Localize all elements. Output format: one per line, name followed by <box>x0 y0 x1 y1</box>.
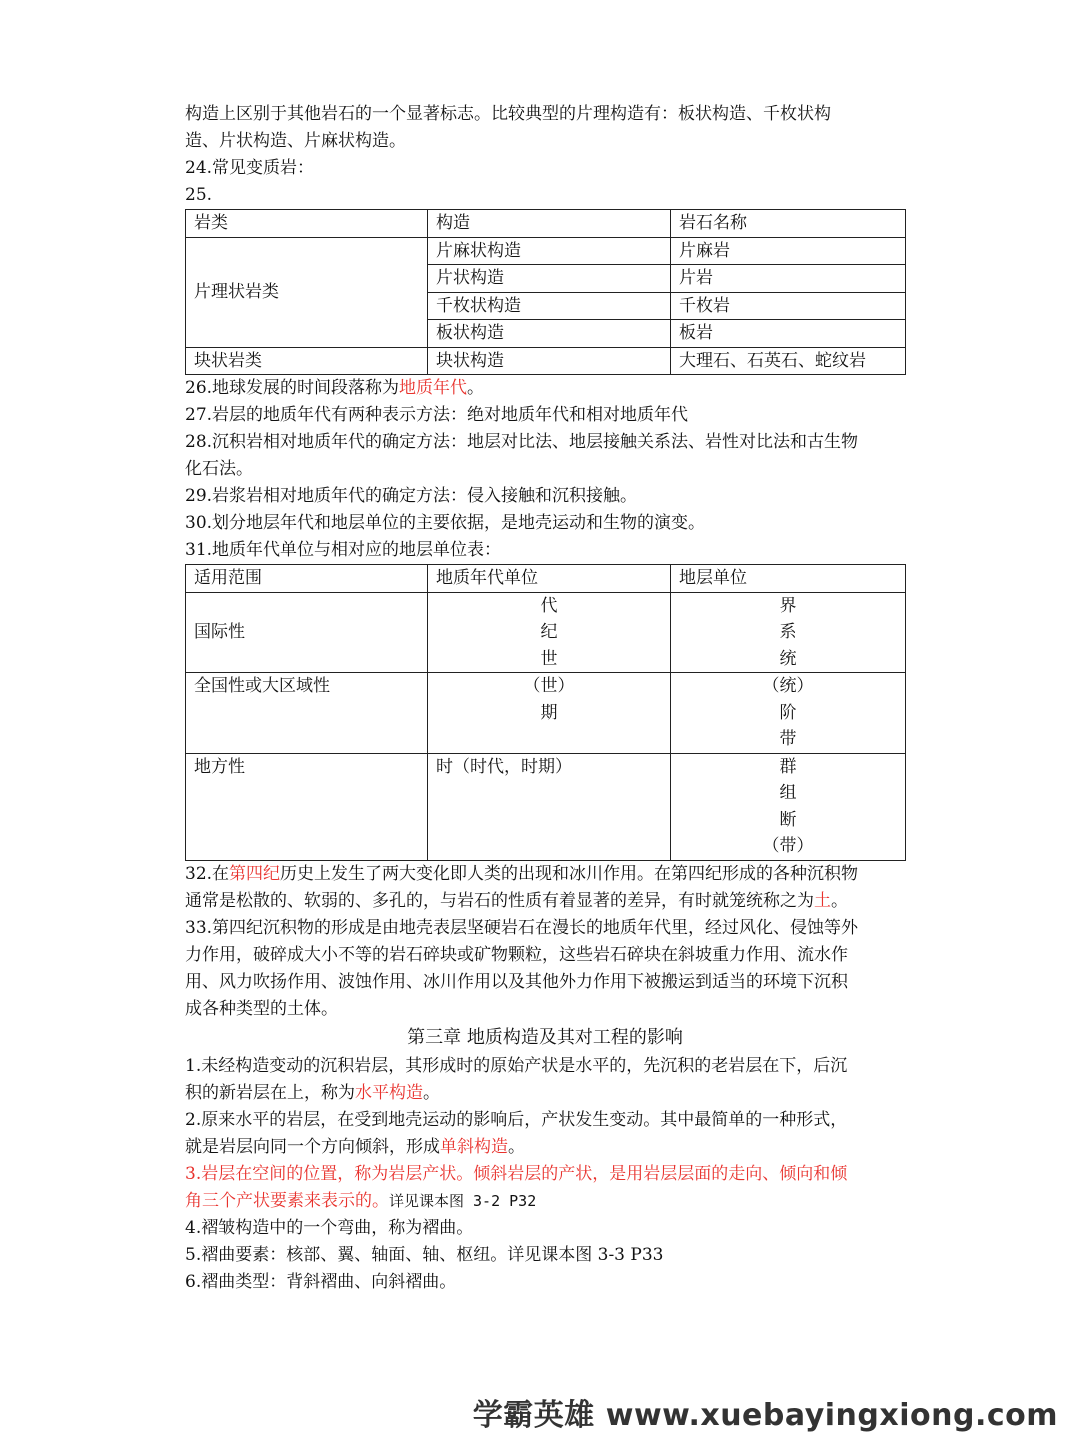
item-27: 27.岩层的地质年代有两种表示方法：绝对地质年代和相对地质年代 <box>185 405 689 425</box>
ch3-item-2-line-1: 2.原来水平的岩层，在受到地壳运动的影响后，产状发生变动。其中最简单的一种形式， <box>185 1109 848 1130</box>
geologic-time-unit-table <box>185 564 906 861</box>
ch3-item-3-line-1: 3.岩层在空间的位置，称为岩层产状。倾斜岩层的产状，是用岩层层面的走向、倾向和倾 <box>185 1163 848 1184</box>
item-29: 29.岩浆岩相对地质年代的确定方法：侵入接触和沉积接触。 <box>185 486 638 506</box>
intro-line-1: 构造上区别于其他岩石的一个显著标志。比较典型的片理构造有：板状构造、千枚状构 <box>185 104 831 124</box>
metamorphic-rock-table <box>185 209 906 375</box>
table-cell: 千枚岩 <box>671 292 906 320</box>
table-row <box>186 673 906 754</box>
table-cell: 板状构造 <box>428 320 671 348</box>
highlight-term: 单斜构造 <box>440 1136 508 1157</box>
ch3-item-1-line-1: 1.未经构造变动的沉积岩层，其形成时的原始产状是水平的，先沉积的老岩层在下，后沉 <box>185 1055 848 1076</box>
ch3-item-2-line-2: 就是岩层向同一个方向倾斜，形成单斜构造。 <box>185 1136 525 1157</box>
item-33-line-2: 力作用，破碎成大小不等的岩石碎块或矿物颗粒，这些岩石碎块在斜坡重力作用、流水作 <box>185 944 848 965</box>
table-header-cell: 岩石名称 <box>671 210 906 238</box>
table-row <box>186 592 906 673</box>
geo-unit-cell: 代 纪 世 <box>428 592 671 673</box>
intro-line-2: 造、片状构造、片麻状构造。 <box>185 131 406 151</box>
table-header-cell: 构造 <box>428 210 671 238</box>
watermark-footer: 学霸英雄 www.xuebayingxiong.com <box>472 1398 1058 1433</box>
item-33-line-1: 33.第四纪沉积物的形成是由地壳表层坚硬岩石在漫长的地质年代里，经过风化、侵蚀等外 <box>185 917 859 938</box>
item-28-line-2: 化石法。 <box>185 459 253 479</box>
document-body <box>185 101 905 1296</box>
table-header-cell: 岩类 <box>186 210 428 238</box>
ch3-item-4: 4.褶皱构造中的一个弯曲，称为褶曲。 <box>185 1217 474 1238</box>
chapter-title: 第三章 地质构造及其对工程的影响 <box>407 1026 683 1048</box>
table-cell: 片岩 <box>671 265 906 293</box>
item-32-line-1: 32.在第四纪历史上发生了两大变化即人类的出现和冰川作用。在第四纪形成的各种沉积物 <box>185 863 859 884</box>
table-cell: 块状构造 <box>428 347 671 375</box>
item-33-line-3: 用、风力吹扬作用、波蚀作用、冰川作用以及其他外力作用下被搬运到适当的环境下沉积 <box>185 971 848 992</box>
table-header-row <box>186 210 906 238</box>
item-30: 30.划分地层年代和地层单位的主要依据，是地壳运动和生物的演变。 <box>185 513 706 533</box>
highlight-term: 土 <box>814 890 831 911</box>
geo-unit-cell: 时（时代，时期） <box>428 753 671 860</box>
item-31: 31.地质年代单位与相对应的地层单位表： <box>185 540 502 560</box>
table-row <box>186 237 906 265</box>
highlight-term: 角三个产状要素来表示的。 <box>185 1190 389 1211</box>
item-24: 24.常见变质岩： <box>185 158 315 178</box>
strata-unit-cell: 界 系 统 <box>671 592 906 673</box>
item-32-line-2: 通常是松散的、软弱的、多孔的，与岩石的性质有着显著的差异，有时就笼统称之为土。 <box>185 890 848 911</box>
ch3-item-1-line-2: 积的新岩层在上，称为水平构造。 <box>185 1082 440 1103</box>
table-row <box>186 753 906 860</box>
item-33-line-4: 成各种类型的土体。 <box>185 998 338 1019</box>
highlight-term: 地质年代 <box>399 378 468 398</box>
scope-cell: 全国性或大区域性 <box>186 673 428 754</box>
scope-cell: 国际性 <box>186 592 428 673</box>
table-cell: 板岩 <box>671 320 906 348</box>
strata-unit-cell: （统） 阶 带 <box>671 673 906 754</box>
table-header-cell: 地层单位 <box>671 565 906 593</box>
strata-unit-cell: 群 组 断 （带） <box>671 753 906 860</box>
ch3-item-5: 5.褶曲要素：核部、翼、轴面、轴、枢纽。详见课本图 3-3 P33 <box>185 1244 664 1265</box>
highlight-term: 第四纪 <box>229 863 281 884</box>
item-26: 26.地球发展的时间段落称为地质年代。 <box>185 378 485 398</box>
ch3-item-3-line-2: 角三个产状要素来表示的。详见课本图 3-2 P32 <box>185 1190 537 1211</box>
table-cell: 片麻岩 <box>671 237 906 265</box>
table-cell: 千枚状构造 <box>428 292 671 320</box>
table-cell: 片麻状构造 <box>428 237 671 265</box>
rock-group-foliated: 片理状岩类 <box>186 237 428 347</box>
table-cell: 大理石、石英石、蛇纹岩 <box>671 347 906 375</box>
geo-unit-cell: （世） 期 <box>428 673 671 754</box>
table-header-row <box>186 565 906 593</box>
table-header-cell: 地质年代单位 <box>428 565 671 593</box>
table-row <box>186 347 906 375</box>
ch3-item-6: 6.褶曲类型：背斜褶曲、向斜褶曲。 <box>185 1271 457 1292</box>
scope-cell: 地方性 <box>186 753 428 860</box>
item-28-line-1: 28.沉积岩相对地质年代的确定方法：地层对比法、地层接触关系法、岩性对比法和古生物 <box>185 432 859 452</box>
item-25: 25. <box>185 185 213 205</box>
rock-group-massive: 块状岩类 <box>186 347 428 375</box>
table-header-cell: 适用范围 <box>186 565 428 593</box>
table-cell: 片状构造 <box>428 265 671 293</box>
highlight-term: 水平构造 <box>355 1082 423 1103</box>
